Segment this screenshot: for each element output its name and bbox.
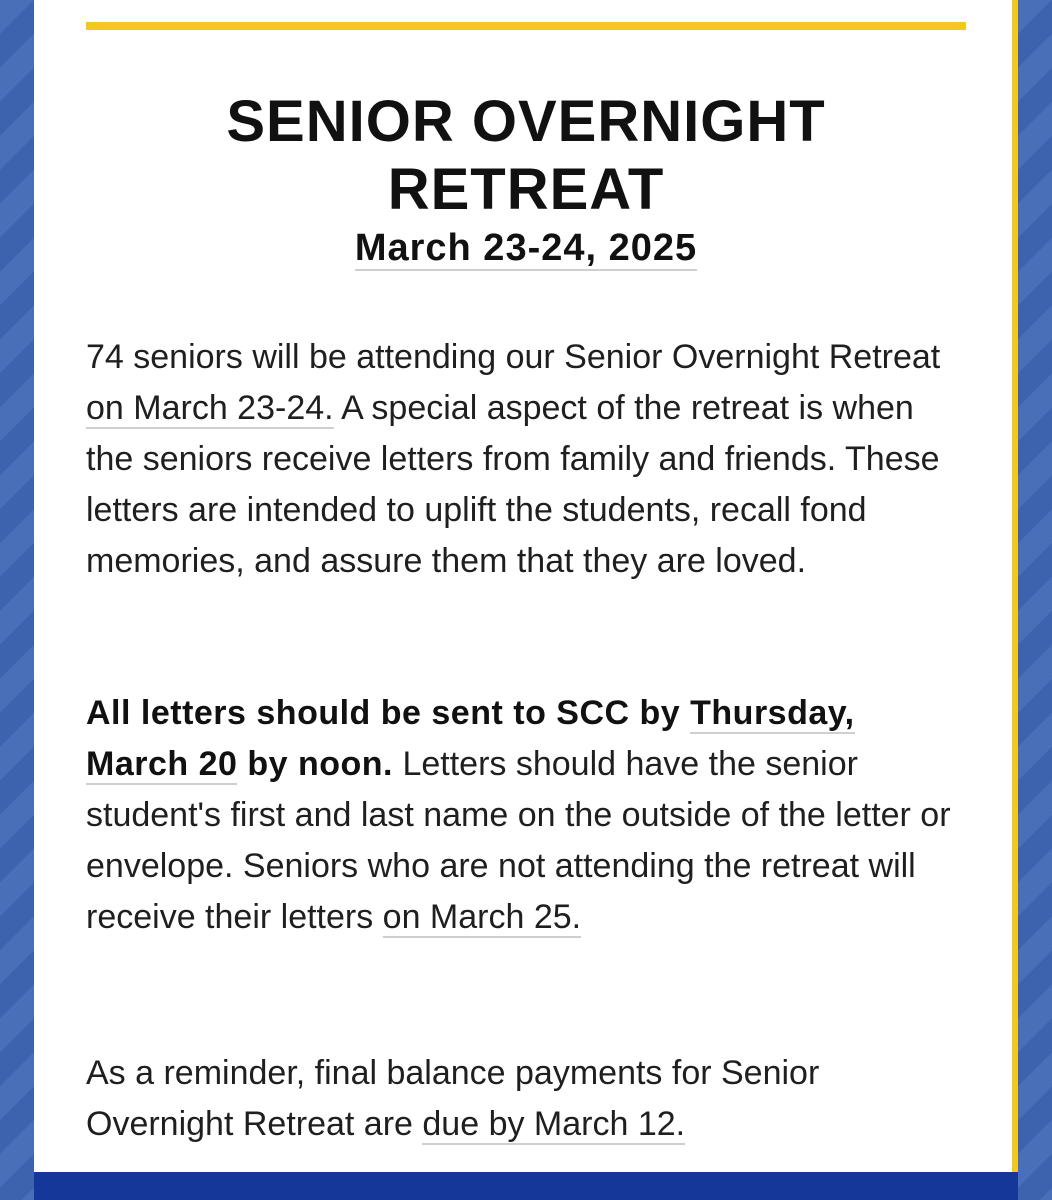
gold-divider xyxy=(86,22,966,30)
date-link-march-20[interactable]: Thursday, March 20 xyxy=(86,694,855,783)
p1-text-b: A special aspect of the retreat is when the seniors receive letters from family and friends. These letters are intended to uplift the students, recall fond memories, and assure them that they are loved. xyxy=(86,389,940,580)
date-link-march-12[interactable]: due by March 12. xyxy=(422,1105,686,1143)
footer-bar xyxy=(34,1172,1018,1200)
title-line-2: RETREAT xyxy=(387,157,665,222)
attendance-paragraph xyxy=(86,332,966,587)
event-date-text: March 23-24, 2025 xyxy=(354,227,698,269)
title-line-1: SENIOR OVERNIGHT xyxy=(226,89,826,154)
deadline-bold-a: All letters should be sent to SCC by xyxy=(86,694,691,732)
p3-text-a: As a reminder, final balance payments for Senior Overnight Retreat are xyxy=(86,1054,820,1143)
p2-text-a: Letters should have the senior student's first and last name on the outside of the letter or envelope. Seniors who are not attending the retreat will receive their letters xyxy=(86,745,951,936)
page-title xyxy=(34,88,1018,224)
date-link-march-25[interactable]: on March 25. xyxy=(382,898,582,936)
left-blue-border xyxy=(0,0,34,1200)
letters-deadline-paragraph xyxy=(86,688,966,943)
announcement-card xyxy=(34,0,1018,1200)
right-blue-border xyxy=(1018,0,1052,1200)
deadline-bold-b: by noon. xyxy=(237,745,393,783)
date-link-march-23-24[interactable]: on March 23-24. xyxy=(86,389,334,427)
p1-text-a: 74 seniors will be attending our Senior Overnight Retreat xyxy=(86,338,941,376)
payment-reminder-paragraph xyxy=(86,1048,966,1150)
event-date xyxy=(34,224,1018,272)
